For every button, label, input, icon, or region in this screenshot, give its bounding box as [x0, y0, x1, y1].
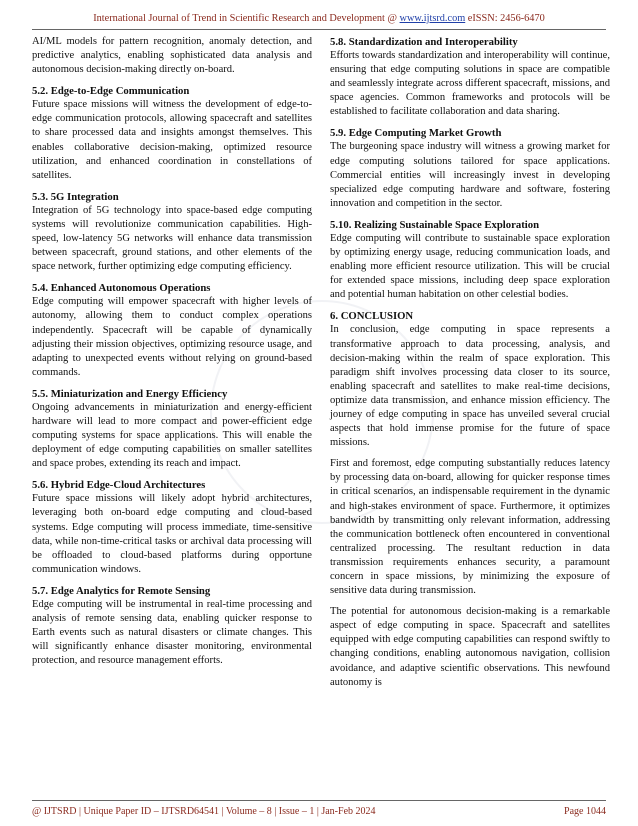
intro-paragraph: AI/ML models for pattern recognition, anomaly detection, and predictive analytics, enabling sophisticated data analysis and autonomous decision-making directly on-board. — [32, 36, 312, 76]
journal-link[interactable]: www.ijtsrd.com — [399, 13, 466, 24]
section-5-8-text: Efforts towards standardization and interoperability will continue, ensuring that edge computing solutions in space are compatible and seamlessly integrate across different spacecraft, missions, and space agencies. Common frameworks and protocols will be established to facilitate collaboration and data sharing. — [330, 50, 610, 118]
conclusion-heading: 6. CONCLUSION — [330, 310, 414, 323]
section-5-5-heading: 5.5. Miniaturization and Energy Efficiency — [32, 387, 228, 400]
section-5-3-text: Integration of 5G technology into space-based edge computing systems will revolutionize communication capabilities. High-speed, low-latency 5G networks will enhance data transmission between spacecraft, ground stations, and other elements of the space network, further optimizing edge computing efficiency. — [32, 204, 312, 273]
section-5-6-heading: 5.6. Hybrid Edge-Cloud Architectures — [32, 479, 206, 492]
header-divider — [32, 29, 606, 30]
conclusion-paragraph-2: First and foremost, edge computing substantially reduces latency by processing data on-board, allowing for quicker response times in critical scenarios, an indispensable requirement in the dynamic and high-stakes environment of space. Furthermore, it optimizes bandwidth by transmitting only relevant information, addressing the communication bottleneck often encountered in conventional centralized processing. The resultant reduction in data transmission requirements enhances security, a paramount concern in space missions, by minimizing the exposure of sensitive data during transmission. — [330, 458, 610, 597]
section-5-8-heading: 5.8. Standardization and Interoperability — [330, 36, 518, 48]
section-5-2-heading: 5.2. Edge-to-Edge Communication — [32, 85, 190, 98]
section-5-10-heading: 5.10. Realizing Sustainable Space Exploration — [330, 218, 540, 231]
running-header — [0, 13, 638, 24]
section-5-4-heading: 5.4. Enhanced Autonomous Operations — [32, 282, 211, 295]
section-5-7-text: Edge computing will be instrumental in real-time processing and analysis of remote sensing data, enabling quicker response to Earth events such as natural disasters or climate changes. This will significantly enhance disaster monitoring, environmental protection, and resource management efforts. — [32, 598, 312, 667]
section-5-9-text: The burgeoning space industry will witness a growing market for edge computing solutions tailored for space applications. Commercial entities will increasingly invest in developing specialized edge computing hardware and software, fostering innovation and competition in the sector. — [330, 141, 610, 209]
section-5-5-text: Ongoing advancements in miniaturization and energy-efficient hardware will lead to more compact and power-efficient edge computing systems for space applications. This will enable the deployment of edge computing capabilities on smaller satellites and space probes, extending its reach and impact. — [32, 401, 312, 470]
left-column — [32, 35, 312, 668]
footer-divider — [32, 800, 606, 801]
section-5-6-text: Future space missions will likely adopt hybrid architectures, leveraging both on-board edge computing and cloud-based systems. Edge computing will process immediate, time-sensitive data, while non-time-critical tasks or archival data processing will be offloaded to cloud-based platforms during opportune communication windows. — [32, 493, 312, 575]
section-5-2-text: Future space missions will witness the development of edge-to-edge communication protocols, allowing spacecraft and satellites to share processed data and insights amongst themselves. This enables collaborative decision-making, optimized resource utilization, and enhanced coordination in constellations of satellites. — [32, 99, 312, 181]
conclusion-paragraph-1: In conclusion, edge computing in space represents a transformative approach to data processing, analysis, and decision-making within the realm of space exploration. This paradigm shift involves processing data closer to its source, enabling spacecraft and satellites to make real-time decisions, optimize data transmission, and enhance mission efficiency. The journey of edge computing in space has unveiled several crucial aspects that hold immense promise for the future of space missions. — [330, 324, 610, 449]
section-5-3-heading: 5.3. 5G Integration — [32, 190, 119, 203]
section-5-7-heading: 5.7. Edge Analytics for Remote Sensing — [32, 584, 211, 597]
section-5-4-text: Edge computing will empower spacecraft with higher levels of autonomy, allowing them to conduct complex operations independently. Spacecraft will be capable of dynamically adjusting their mission objectives, optimizing resource usage, and adapting to unexpected events without relying on ground-based commands. — [32, 296, 312, 378]
footer-paper-info: @ IJTSRD | Unique Paper ID – IJTSRD64541 | Volume – 8 | Issue – 1 | Jan-Feb 2024 — [32, 806, 376, 817]
issn: eISSN: 2456-6470 — [465, 13, 545, 24]
journal-name: International Journal of Trend in Scientific Research and Development @ — [93, 13, 400, 24]
section-5-9-heading: 5.9. Edge Computing Market Growth — [330, 127, 502, 140]
section-5-10-text: Edge computing will contribute to sustainable space exploration by optimizing energy usage, reducing communication loads, and enabling more efficient resource utilization. This will be crucial for extended space missions, including deep space exploration and potential human habitation on other celestial bodies. — [330, 232, 610, 301]
conclusion-paragraph-3: The potential for autonomous decision-making is a remarkable aspect of edge computing in space. Spacecraft and satellites equipped with edge computing capabilities can respond swiftly to changing conditions, enabling autonomous navigation, collision avoidance, and adaptive scientific observations. This newfound autonomy is — [330, 606, 610, 688]
right-column — [330, 35, 610, 690]
page-number: Page 1044 — [564, 806, 606, 817]
